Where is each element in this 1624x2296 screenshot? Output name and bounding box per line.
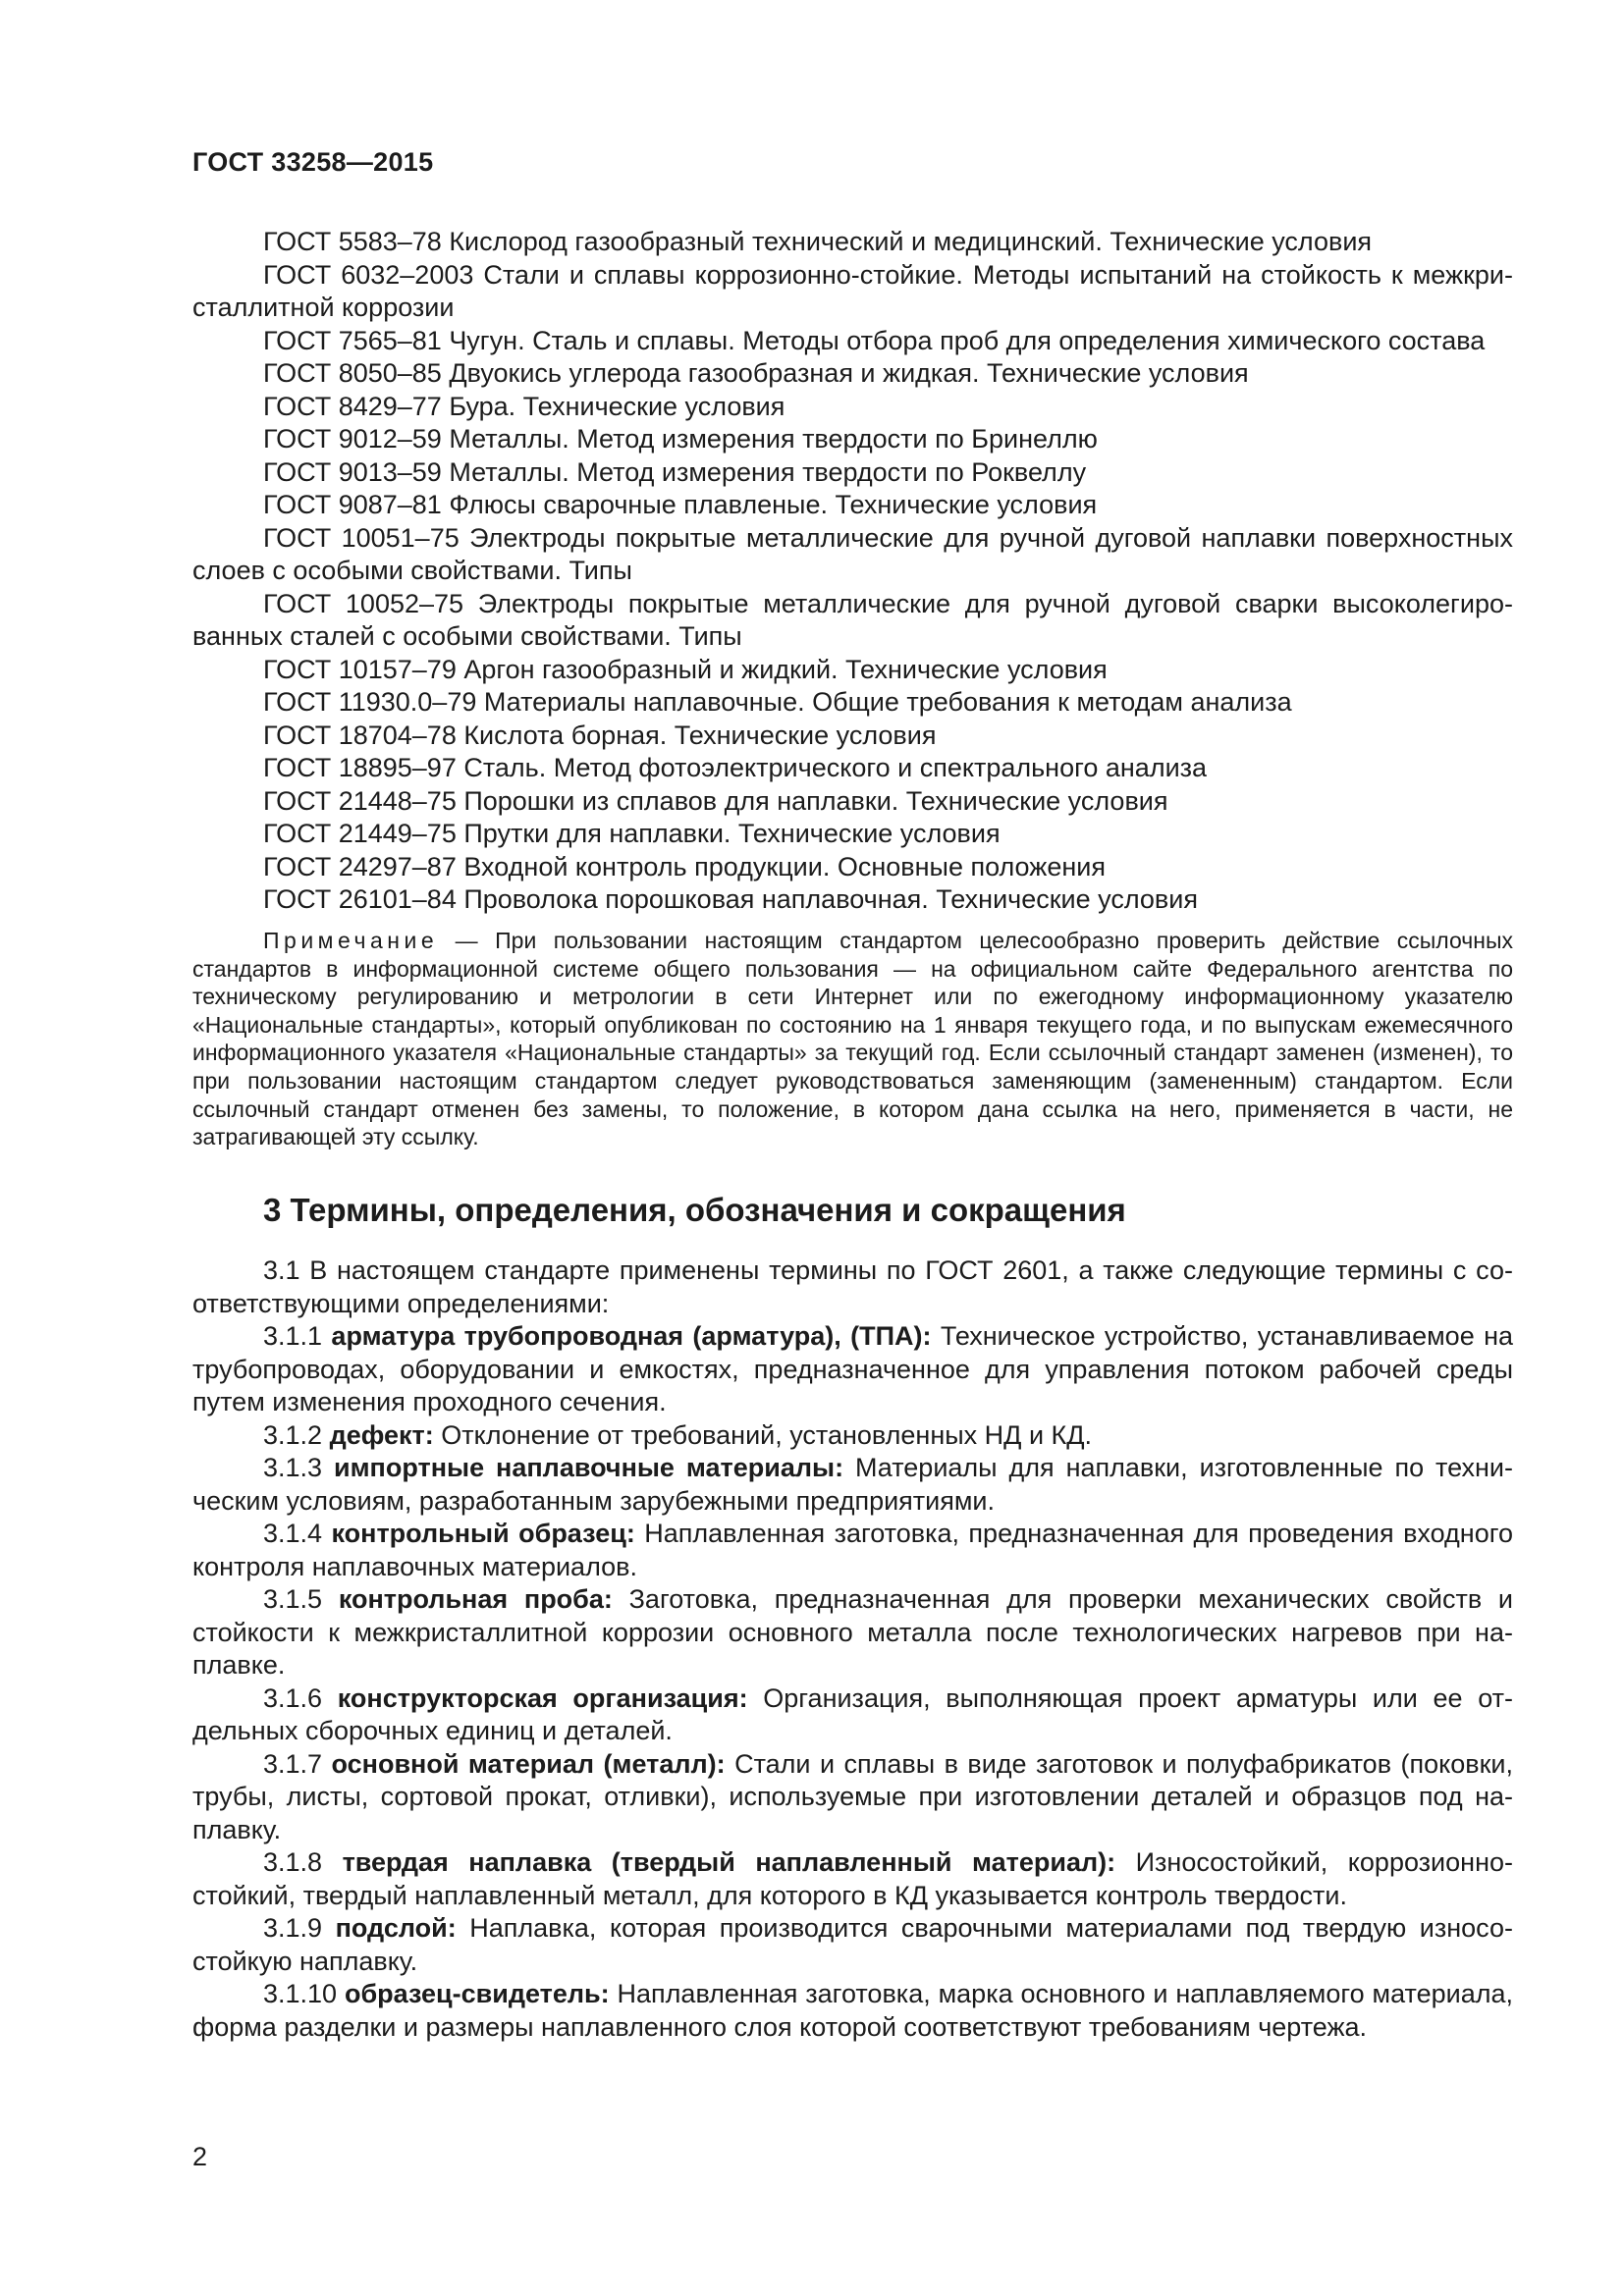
note-paragraph (192, 927, 1513, 1151)
reference-item: ГОСТ 7565–81 Чугун. Сталь и сплавы. Методы отбора проб для определения химического состава (263, 325, 1486, 355)
term-entry (192, 1682, 1513, 1748)
reference-item: ГОСТ 8050–85 Двуокись углерода газообразная и жидкая. Технические условия (263, 358, 1249, 388)
term-number: 3.1.7 (263, 1748, 332, 1779)
term-name: дефект: (329, 1419, 434, 1450)
reference-item: ГОСТ 9087–81 Флюсы сварочные плавленые. Технические условия (263, 490, 1098, 519)
term-definition: Износостойкий, коррозионностойкий, твердый наплавленный металл, для которого в КД указывается контроль твердости. (192, 1847, 1513, 1910)
term-definition: Материалы для наплавки, изготовленные по техническим условиям, разработанным зарубежными предприятиями. (192, 1453, 1514, 1516)
normative-references-list (192, 226, 1513, 917)
reference-item: ГОСТ 9012–59 Металлы. Метод измерения твердости по Бринеллю (263, 424, 1098, 454)
reference-item: ГОСТ 6032–2003 Стали и сплавы коррозионно-стойкие. Методы испытаний на стойкость к межкристаллитной коррозии (192, 259, 1513, 322)
term-number: 3.1.4 (263, 1519, 332, 1548)
reference-item: ГОСТ 10052–75 Электроды покрытые металлические для ручной дуговой сварки высоколегированных сталей с особыми свойствами. Типы (192, 588, 1513, 651)
term-definition: Организация, выполняющая проект арматуры или ее отдельных сборочных единиц и деталей. (192, 1682, 1514, 1745)
reference-item: ГОСТ 11930.0–79 Материалы наплавочные. Общие требования к методам анализа (263, 687, 1292, 717)
term-definition: Наплавка, которая производится сварочными материалами под твердую износостойкую наплавку. (192, 1913, 1513, 1976)
reference-item: ГОСТ 5583–78 Кислород газообразный технический и медицинский. Технические условия (263, 227, 1373, 256)
reference-item: ГОСТ 9013–59 Металлы. Метод измерения твердости по Роквеллу (263, 456, 1087, 487)
term-number: 3.1.5 (263, 1584, 339, 1614)
reference-item: ГОСТ 21448–75 Порошки из сплавов для наплавки. Технические условия (263, 785, 1168, 816)
reference-item: ГОСТ 18895–97 Сталь. Метод фотоэлектрического и спектрального анализа (263, 753, 1208, 782)
term-entry (192, 1452, 1513, 1518)
term-number: 3.1.10 (263, 1979, 345, 2008)
term-name: арматура трубопроводная (арматура), (ТПА): (331, 1321, 932, 1351)
reference-item: ГОСТ 24297–87 Входной контроль продукции. Основные положения (263, 851, 1106, 881)
page-number: 2 (192, 2142, 208, 2171)
reference-item: ГОСТ 8429–77 Бура. Технические условия (263, 391, 785, 421)
term-number: 3.1.2 (263, 1419, 330, 1450)
term-entry (192, 1978, 1513, 2044)
term-definition: Наплавленная заготовка, марка основного и наплавляемого материала, форма разделки и размеры наплавленного слоя которой соответствуют требованиям чертежа. (192, 1979, 1513, 2042)
reference-item: ГОСТ 21449–75 Прутки для наплавки. Технические условия (263, 819, 1001, 848)
term-name: твердая наплавка (твердый наплавленный материал): (342, 1847, 1116, 1877)
term-definition: Отклонение от требований, установленных НД и КД. (433, 1419, 1093, 1450)
term-entry (192, 1912, 1513, 1978)
section-title: 3 Термины, определения, обозначения и сокращения (263, 1192, 1126, 1228)
term-entry (192, 1518, 1513, 1583)
term-number: 3.1.6 (263, 1682, 338, 1713)
terms-list (192, 1255, 1513, 2044)
term-definition: Заготовка, предназначенная для проверки механических свойств и стойкости к межкристаллитной коррозии основного металла после технологических нагревов при наплавке. (192, 1584, 1513, 1680)
term-number: 3.1.9 (263, 1913, 336, 1943)
reference-item: ГОСТ 26101–84 Проволока порошковая наплавочная. Технические условия (263, 884, 1198, 914)
term-number: 3.1.8 (263, 1847, 343, 1877)
term-name: образец-свидетель: (344, 1979, 610, 2008)
document-header: ГОСТ 33258—2015 (192, 147, 434, 177)
term-number: 3.1.3 (263, 1453, 334, 1482)
term-definition: Стали и сплавы в виде заготовок и полуфабрикатов (поковки, трубы, листы, сортовой прокат, отливки), используемые при изготовлении деталей и образцов под наплавку. (192, 1748, 1513, 1844)
term-number: 3.1.1 (263, 1321, 332, 1351)
reference-item: ГОСТ 10157–79 Аргон газообразный и жидкий. Технические условия (263, 654, 1108, 684)
term-entry (192, 1583, 1513, 1682)
term-name: основной материал (металл): (331, 1748, 726, 1779)
term-name: импортные наплавочные материалы: (333, 1453, 844, 1482)
section-intro: 3.1 В настоящем стандарте применены термины по ГОСТ 2601, а также следующие термины с соответствующими определениями: (192, 1255, 1513, 1318)
term-name: подслой: (335, 1913, 457, 1943)
term-entry (192, 1320, 1513, 1419)
note-label: Примечание (263, 928, 439, 953)
term-definition: Техническое устройство, устанавливаемое на трубопроводах, оборудовании и емкостях, предназначенное для управления потоком рабочей среды путем изменения проходного сечения. (192, 1321, 1513, 1416)
term-entry (192, 1846, 1513, 1912)
reference-item: ГОСТ 18704–78 Кислота борная. Технические условия (263, 720, 937, 750)
term-name: конструкторская организация: (337, 1682, 748, 1713)
term-entry (192, 1419, 1513, 1453)
term-name: контрольный образец: (331, 1519, 635, 1548)
term-entry (192, 1748, 1513, 1847)
term-name: контрольная проба: (338, 1584, 613, 1614)
reference-item: ГОСТ 10051–75 Электроды покрытые металлические для ручной дуговой наплавки поверхностных слоев с особыми свойствами. Типы (192, 522, 1513, 585)
term-definition: Наплавленная заготовка, предназначенная для проведения входного контроля наплавочных материалов. (192, 1519, 1513, 1581)
note-text: — При пользовании настоящим стандартом целесообразно проверить действие ссылочных стандартов в информационной системе общего пользования — на официальном сайте Федерального агентства по техническому регулированию и метрологии в сети Интернет или по ежегодному информационному указателю «Национальные стандарты», который опубликован по состоянию на 1 января текущего года, и по выпускам ежемесячного информационного указателя «Национальные стандарты» за текущий год. Если ссылочный стандарт заменен (изменен), то при пользовании настоящим стандартом следует руководствоваться заменяющим (замененным) стандартом. Если ссылочный стандарт отменен без замены, то положение, в котором дана ссылка на него, применяется в части, не затрагивающей эту ссылку. (192, 928, 1513, 1150)
